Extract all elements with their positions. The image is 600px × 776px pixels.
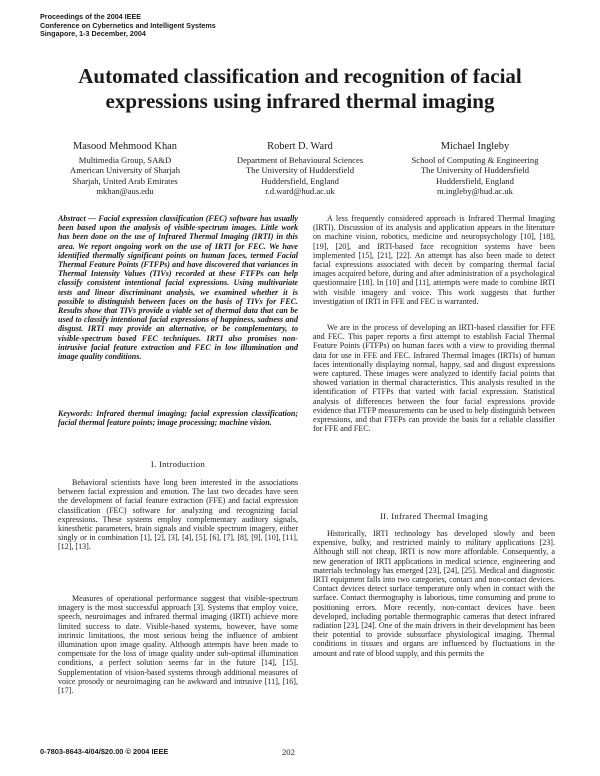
- paragraph-text: A less frequently considered approach is Infrared Thermal Imaging (IRTI). Discussion of its analysis and application appears in the literature on machine vision, robotics, medicine and neuropsychology [10], [18], [19], [20], and IRTI-based face recognition systems have been implemented [15], [21], [22]. An attempt has also been made to detect facial expressions associated with deceit by comparing thermal facial images acquired before, during and after administration of a psychological questionnaire [18]. In [10] and [11], attempts were made to combine IRTI with visible imagery and voice. This work suggests that further investigation of IRTI in FFE and FEC is warranted.: [313, 214, 555, 306]
- author-block: [390, 140, 560, 197]
- author-affiliation: Huddersfield, England: [436, 175, 514, 186]
- copyright-footer: 0-7803-8643-4/04/$20.00 © 2004 IEEE: [40, 747, 169, 756]
- author-affiliation: American University of Sharjah: [69, 165, 180, 176]
- page-number: 202: [282, 747, 295, 757]
- section-heading: II. Infrared Thermal Imaging: [380, 511, 488, 521]
- author-affiliation: The University of Huddersfield: [420, 165, 530, 176]
- abstract: [58, 214, 298, 361]
- paragraph-text: Behavioral scientists have long been interested in the associations between facial expression and emotion. The last two decades have seen the development of facial feature extraction (FFE) and facial expression classification (FEC) software for analyzing and recognizing facial expressions. These systems employ complementary auditory signals, kinesthetic parameters, brain signals and visible spectrum imagery, either singly or in combination [1], [2], [3], [4], [5], [6], [7], [8], [9], [10], [11], [12], [13].: [58, 478, 298, 552]
- paragraph: [58, 478, 298, 552]
- proceedings-line: Singapore, 1-3 December, 2004: [40, 29, 146, 39]
- paragraph: [313, 529, 555, 658]
- section-heading: I. Introduction: [150, 459, 206, 469]
- proceedings-line: Conference on Cybernetics and Intelligent Systems: [40, 20, 216, 30]
- author-block: [215, 140, 385, 197]
- paragraph: [58, 594, 298, 695]
- paragraph: [313, 214, 555, 306]
- proceedings-line: Proceedings of the 2004 IEEE: [40, 12, 142, 21]
- author-affiliation: School of Computing & Engineering: [411, 155, 539, 165]
- paragraph-text: Historically, IRTI technology has developed slowly and been expensive, bulky, and restricted mainly to military applications [23]. Although still not cheap, IRTI is now more affordable. Consequently, a new generation of IRTI applications in medical science, engineering and materials technology has emerged [23], [24], [25]. Medical and diagnostic IRTI equipment falls into two categories, contact and non-contact devices. Contact devices detect surface temperature only when in contact with the surface. Contact thermography is laborious, time consuming and prone to positioning errors. More recently, non-contact devices have been developed, including portable thermographic cameras that detect infrared radiation [23], [24]. One of the main drivers in their development has been their potential to provide subsurface physiological imaging. Thermal conditions in tissues and organs are influenced by fluctuations in the amount and rate of blood supply, and this permits the: [313, 529, 555, 658]
- author-affiliation: The University of Huddersfield: [245, 165, 355, 176]
- author-email: m.ingleby@hud.ac.uk: [437, 186, 513, 197]
- proceedings-header: [40, 13, 216, 39]
- author-name: Michael Ingleby: [440, 141, 510, 152]
- author-affiliation: Multimedia Group, SA&D: [78, 155, 172, 165]
- paragraph: [313, 323, 555, 433]
- keywords: [58, 409, 298, 427]
- abstract-text: Abstract — Facial expression classification (FEC) software has usually been based upon the analysis of visible-spectrum images. Little work has been done on the use of Infrared Thermal Imaging (IRTI) in this area. We report ongoing work on the use of IRTI for FEC. We have identified thermally significant points on human faces, termed Facial Thermal Feature Points (FTFPs) and have discovered that variances in Thermal Intensity Values (TIVs) recorded at these FTFPs can help classify consistent intentional facial expressions. Using multivariate tests and linear discriminant analysis, we examined whether it is possible to distinguish between faces on the basis of TIVs for FEC. Results show that TIVs provide a viable set of thermal data that can be used to classify intentional facial expressions of happiness, sadness and disgust. IRTI may provide an alternative, or be complementary, to visible-spectrum based FEC techniques. IRTI also promises non-intrusive facial feature extraction and FEC in low illumination and image quality conditions.: [58, 214, 298, 362]
- paragraph-text: We are in the process of developing an IRTI-based classifier for FFE and FEC. This paper reports a first attempt to establish Facial Thermal Feature Points (FTFPs) on human faces with a view to providing thermal data for use in FFE and FEC. Infrared Thermal Images (IRTIs) of human faces intentionally displaying normal, happy, sad and disgust expressions were captured. These images were analyzed to identify facial points that showed variation in thermal characteristics. This analysis resulted in the identification of FTFPs that varied with facial expression. Statistical analysis of differences between the four facial expressions provide evidence that FTFP measurements can be used to help distinguish between expressions, and that FTFPs can provide the basis for a reliable classifier for FFE and FEC.: [313, 323, 555, 434]
- author-email: mkhan@aus.edu: [96, 186, 154, 197]
- author-affiliation: Department of Behavioural Sciences: [236, 155, 364, 165]
- author-block: [40, 140, 210, 197]
- paragraph-text: Measures of operational performance suggest that visible-spectrum imagery is the most successful approach [3]. Systems that employ voice, speech, neuroimages and infrared thermal imaging (IRTI) achieve more limited success to date. Visible-based systems, however, have some intrinsic limitations, the most serious being the influence of ambient illumination upon image quality. Although attempts have been made to compensate for the loss of image quality under sub-optimal illumination conditions, a perfect solution seems far in the future [14], [15]. Supplementation of vision-based systems through additional measures of voice prosody or neuroimaging can be awkward and intrusive [11], [16], [17].: [58, 594, 298, 696]
- keywords-text: Keywords: Infrared thermal imaging; facial expression classification; facial thermal feature points; image processing; machine vision.: [58, 409, 298, 428]
- author-email: r.d.ward@hud.ac.uk: [265, 186, 335, 197]
- author-name: Robert D. Ward: [267, 141, 333, 152]
- author-affiliation: Sharjah, United Arab Emirates: [72, 175, 178, 186]
- author-affiliation: Huddersfield, England: [261, 175, 339, 186]
- author-name: Masood Mehmood Khan: [73, 141, 177, 152]
- paper-title: Automated classification and recognition of facial expressions using infrared thermal imaging: [78, 64, 522, 113]
